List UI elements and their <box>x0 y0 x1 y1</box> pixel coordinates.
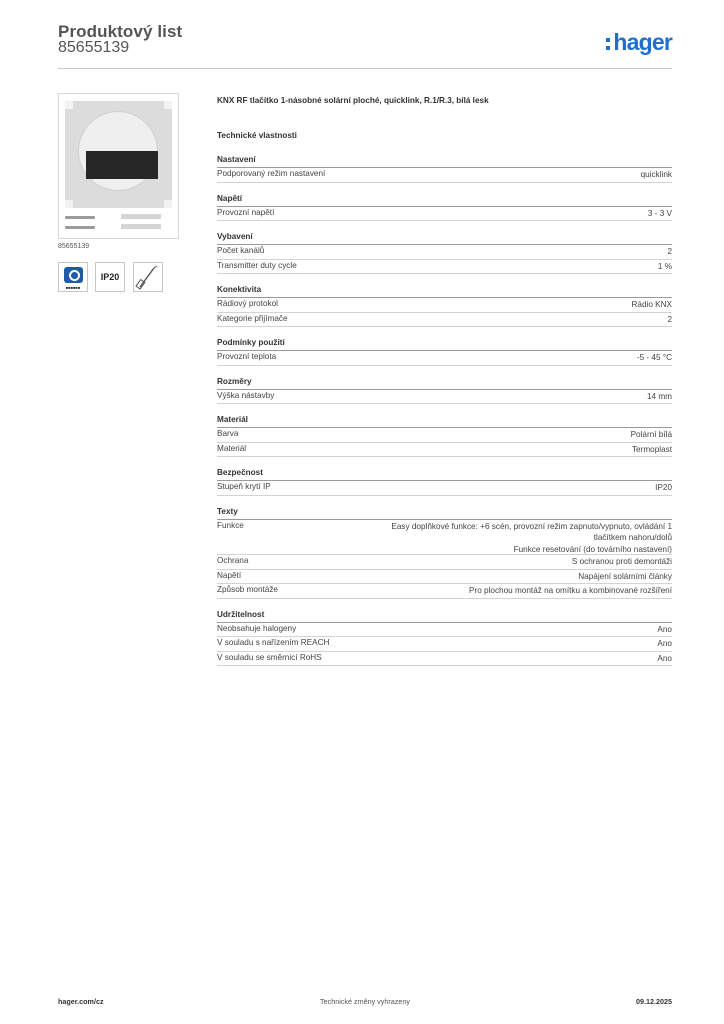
section-divider <box>217 427 672 428</box>
product-number: 85655139 <box>58 39 130 56</box>
row-divider <box>217 182 672 183</box>
image-caption: 85655139 <box>58 243 90 250</box>
page-header <box>58 20 672 70</box>
section-title: Udržitelnost <box>217 609 265 619</box>
property-value-line: tlačítkem nahoru/dolů <box>593 533 672 542</box>
screws-graphic <box>59 212 178 236</box>
technical-properties-heading: Technické vlastnosti <box>217 131 297 140</box>
ip20-icon <box>95 262 125 292</box>
row-divider <box>217 220 672 221</box>
property-label: Podporovaný režim nastavení <box>217 169 326 178</box>
property-label: Počet kanálů <box>217 246 265 255</box>
section-title: Nastavení <box>217 155 256 164</box>
row-divider <box>217 403 672 404</box>
section-divider <box>217 519 672 520</box>
footer-website-link[interactable]: hager.com/cz <box>58 997 104 1006</box>
property-label: Kategorie přijímače <box>217 313 288 323</box>
property-label: Funkce <box>217 520 244 530</box>
hager-logo <box>606 29 672 56</box>
property-value: Pro plochou montáž na omítku a kombinované rozšíření <box>469 586 672 595</box>
row-divider <box>217 554 672 555</box>
section-divider <box>217 389 672 390</box>
quality-mark-icon: ■■■■■■ <box>58 262 88 292</box>
section-title: Rozměry <box>217 376 252 386</box>
property-value: 2 <box>667 247 672 256</box>
ip20-label: IP20 <box>100 272 120 282</box>
property-label: Výška nástavby <box>217 390 275 400</box>
row-divider <box>217 273 672 274</box>
row-divider <box>217 569 672 570</box>
page-footer <box>58 997 672 1011</box>
row-divider <box>217 583 672 584</box>
row-divider <box>217 312 672 313</box>
page-title: Produktový list <box>58 22 183 41</box>
section-divider <box>217 167 672 168</box>
property-value: Rádio KNX <box>631 300 672 309</box>
property-label: Provozní teplota <box>217 352 277 361</box>
section-title: Podmínky použití <box>217 338 285 347</box>
row-divider <box>217 665 672 666</box>
property-value: IP20 <box>655 483 672 492</box>
property-value: S ochranou proti demontáži <box>571 557 672 566</box>
section-divider <box>217 480 672 481</box>
property-value: Termoplast <box>631 444 672 454</box>
logo-text: hager <box>613 29 672 55</box>
section-divider <box>217 206 672 207</box>
logo-dots-icon <box>606 36 612 51</box>
property-label: Materiál <box>217 443 247 453</box>
property-label: Způsob montáže <box>217 585 278 594</box>
property-label: V souladu se směrnicí RoHS <box>217 652 322 662</box>
section-divider <box>217 350 672 351</box>
property-label: Barva <box>217 429 239 438</box>
row-divider <box>217 598 672 599</box>
section-divider <box>217 244 672 245</box>
property-label: Rádiový protokol <box>217 299 278 308</box>
header-divider <box>58 68 672 69</box>
section-divider <box>217 297 672 298</box>
property-value: Ano <box>657 653 672 663</box>
property-value: 14 mm <box>646 391 672 401</box>
row-divider <box>217 651 672 652</box>
section-title: Napětí <box>217 193 243 203</box>
property-value: Polární bílá <box>630 430 672 439</box>
section-title: Bezpečnost <box>217 468 263 477</box>
product-name: KNX RF tlačítko 1-násobné solární ploché, quicklink, R.1/R.3, bílá lesk <box>217 96 489 105</box>
property-value-line: Easy doplňkové funkce: +6 scén, provozní režim zapnuto/vypnuto, ovládání 1 <box>391 521 672 531</box>
screwdriver-icon <box>133 262 163 292</box>
section-divider <box>217 622 672 623</box>
row-divider <box>217 442 672 443</box>
product-image <box>58 93 179 239</box>
property-label: Napětí <box>217 570 242 580</box>
row-divider <box>217 259 672 260</box>
property-label: V souladu s nařízením REACH <box>217 638 330 647</box>
property-value: 2 <box>667 314 672 324</box>
footer-disclaimer: Technické změny vyhrazeny <box>320 997 410 1006</box>
property-value: Ano <box>657 639 672 648</box>
section-title: Materiál <box>217 415 248 424</box>
section-title: Vybavení <box>217 232 253 241</box>
solar-panel-graphic <box>86 151 158 179</box>
property-value: 1 % <box>657 261 672 271</box>
property-label: Stupeň krytí IP <box>217 482 271 491</box>
row-divider <box>217 495 672 496</box>
property-label: Ochrana <box>217 556 249 565</box>
row-divider <box>217 326 672 327</box>
row-divider <box>217 636 672 637</box>
property-value: quicklink <box>640 170 672 179</box>
property-value: Ano <box>657 624 672 634</box>
property-label: Transmitter duty cycle <box>217 260 297 270</box>
section-title: Konektivita <box>217 285 262 294</box>
row-divider <box>217 365 672 366</box>
section-title: Texty <box>217 506 238 516</box>
property-value: Napájení solárními články <box>578 571 672 581</box>
property-label: Provozní napětí <box>217 207 275 217</box>
frame-graphic <box>65 101 172 208</box>
property-label: Neobsahuje halogeny <box>217 623 297 633</box>
footer-date: 09.12.2025 <box>636 997 672 1006</box>
property-value-line: Funkce resetování (do továrního nastavení) <box>513 544 672 554</box>
row-divider <box>217 456 672 457</box>
property-value: 3 - 3 V <box>647 208 672 218</box>
property-value: -5 - 45 °C <box>636 353 672 362</box>
